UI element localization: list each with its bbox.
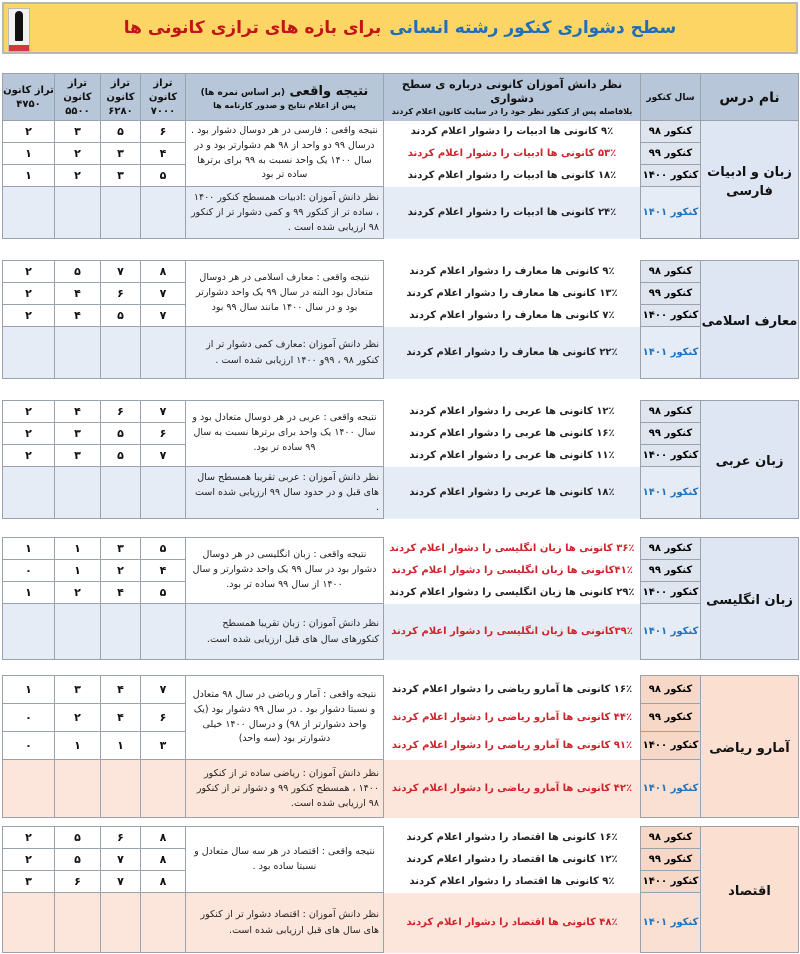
score-5500-99: ۲ — [55, 143, 101, 165]
result-title-sub: (بر اساس نمره ها) — [200, 87, 285, 98]
score-4750-99: ۲ — [3, 423, 55, 445]
col-opinion — [384, 74, 641, 122]
subject-name: اقتصاد — [728, 884, 771, 899]
subject-table-1 — [2, 260, 799, 379]
score-6280-99: ۶ — [101, 283, 141, 305]
score-6280-98: ۳ — [101, 538, 141, 560]
empty-score-cell — [3, 187, 55, 239]
score-4750-1400: ۲ — [3, 445, 55, 467]
opinion-title: نظر دانش آموزان کانونی درباره ی سطح دشواری — [401, 78, 623, 106]
empty-score-cell — [101, 760, 141, 818]
title-banner — [2, 2, 798, 54]
opinion-99: ۱۲٪ کانونی ها اقتصاد را دشوار اعلام کردند — [384, 849, 641, 871]
subject-name: زبان انگلیسی — [706, 593, 793, 608]
opinion-1400: ۱۱٪ کانونی ها عربی را دشوار اعلام کردند — [384, 445, 641, 467]
exam-year-99: کنکور ۹۹ — [641, 283, 701, 305]
score-6280-1400: ۱ — [101, 732, 141, 760]
exam-year-98: کنکور ۹۸ — [641, 538, 701, 560]
exam-year-1401: کنکور ۱۴۰۱ — [641, 760, 701, 818]
student-opinion-note: نظر دانش آموزان : ریاضی ساده تر از کنکور ۱۴۰۰ ، همسطح کنکور ۹۹ و دشوار تر از کنکور ۹۸ ارزیابی شده است. — [186, 760, 384, 818]
score-6280-1400: ۴ — [101, 582, 141, 604]
score-6280-99: ۵ — [101, 423, 141, 445]
col-score-6280: تراز کانون ۶۲۸۰ — [101, 74, 141, 122]
actual-result: نتیجه واقعی : آمار و ریاضی در سال ۹۸ متعادل و نسبتا دشوار بود . در سال ۹۹ دشوار بود (یک واحد دشوارتر از ۹۸) و درسال ۱۴۰۰ خیلی دشوارتر بود (سه واحد) — [186, 676, 384, 760]
actual-result: نتیجه واقعی : فارسی در هر دوسال دشوار بود . درسال ۹۹ دو واحد از ۹۸ هم دشوارتر بود و در سال ۱۴۰۰ یک واحد نسبت به ۹۹ برای برترها ساده تر بود — [186, 121, 384, 187]
score-6280-99: ۷ — [101, 849, 141, 871]
score-6280-98: ۶ — [101, 827, 141, 849]
student-opinion-note: نظر دانش آموزان :ادبیات همسطح کنکور ۱۴۰۰ ، ساده تر از کنکور ۹۹ و کمی دشوار تر از کنکور ۹۸ ارزیابی شده است . — [186, 187, 384, 239]
score-7000-1400: ۷ — [141, 305, 186, 327]
exam-year-99: کنکور ۹۹ — [641, 423, 701, 445]
exam-year-99: کنکور ۹۹ — [641, 143, 701, 165]
subject-name: معارف اسلامی — [701, 314, 798, 329]
score-5500-99: ۲ — [55, 704, 101, 732]
empty-score-cell — [3, 604, 55, 660]
score-6280-1400: ۳ — [101, 165, 141, 187]
score-4750-99: ۰ — [3, 560, 55, 582]
empty-score-cell — [55, 604, 101, 660]
opinion-1400: ۱۸٪ کانونی ها ادبیات را دشوار اعلام کردند — [384, 165, 641, 187]
score-4750-98: ۱ — [3, 676, 55, 704]
empty-score-cell — [101, 467, 141, 519]
score-7000-98: ۷ — [141, 676, 186, 704]
opinion-99: ۱۳٪ کانونی ها معارف را دشوار اعلام کردند — [384, 283, 641, 305]
score-4750-1400: ۰ — [3, 732, 55, 760]
score-7000-99: ۴ — [141, 560, 186, 582]
student-opinion-note: نظر دانش آموزان : زبان تقریبا همسطح کنکورهای سال های قبل ارزیابی شده است. — [186, 604, 384, 660]
score-6280-1400: ۷ — [101, 871, 141, 893]
empty-score-cell — [141, 604, 186, 660]
score-7000-1400: ۸ — [141, 871, 186, 893]
empty-score-cell — [141, 467, 186, 519]
exam-year-99: کنکور ۹۹ — [641, 560, 701, 582]
empty-score-cell — [101, 893, 141, 953]
col-score-4750: تراز کانون ۴۷۵۰ — [3, 74, 55, 122]
exam-year-1400: کنکور ۱۴۰۰ — [641, 582, 701, 604]
header-table — [2, 73, 799, 122]
opinion-98: ۱۲٪ کانونی ها عربی را دشوار اعلام کردند — [384, 401, 641, 423]
score-5500-1400: ۲ — [55, 582, 101, 604]
opinion-99: ۵۳٪ کانونی ها ادبیات را دشوار اعلام کردند — [384, 143, 641, 165]
result-subtitle: پس از اعلام نتایج و صدور کارنامه ها — [213, 100, 356, 110]
banner-title-part1: سطح دشواری کنکور رشته انسانی — [389, 18, 677, 38]
score-7000-99: ۶ — [141, 423, 186, 445]
empty-score-cell — [3, 760, 55, 818]
exam-year-98: کنکور ۹۸ — [641, 827, 701, 849]
exam-year-1400: کنکور ۱۴۰۰ — [641, 445, 701, 467]
opinion-1401: ۲۲٪ کانونی ها معارف را دشوار اعلام کردند — [384, 327, 641, 379]
opinion-99: ۴۱٪کانونی ها زبان انگلیسی را دشوار اعلام کردند — [384, 560, 641, 582]
score-5500-99: ۴ — [55, 283, 101, 305]
opinion-99: ۱۶٪ کانونی ها عربی را دشوار اعلام کردند — [384, 423, 641, 445]
score-7000-1400: ۳ — [141, 732, 186, 760]
score-4750-98: ۲ — [3, 827, 55, 849]
logo-tag — [9, 45, 29, 51]
exam-year-1400: کنکور ۱۴۰۰ — [641, 871, 701, 893]
col-score-7000: تراز کانون ۷۰۰۰ — [141, 74, 186, 122]
score-6280-1400: ۵ — [101, 445, 141, 467]
opinion-1401: ۳۹٪کانونی ها زبان انگلیسی را دشوار اعلام کردند — [384, 604, 641, 660]
score-4750-99: ۲ — [3, 849, 55, 871]
score-5500-98: ۳ — [55, 676, 101, 704]
opinion-98: ۱۶٪ کانونی ها اقتصاد را دشوار اعلام کردند — [384, 827, 641, 849]
score-6280-98: ۷ — [101, 261, 141, 283]
empty-score-cell — [3, 893, 55, 953]
score-7000-99: ۶ — [141, 704, 186, 732]
empty-score-cell — [101, 604, 141, 660]
col-exam-year: سال کنکور — [641, 74, 701, 122]
score-7000-98: ۶ — [141, 121, 186, 143]
empty-score-cell — [3, 327, 55, 379]
subject-table-2 — [2, 400, 799, 519]
empty-score-cell — [101, 187, 141, 239]
opinion-1400: ۷٪ کانونی ها معارف را دشوار اعلام کردند — [384, 305, 641, 327]
score-4750-98: ۲ — [3, 121, 55, 143]
student-opinion-note: نظر دانش آموزان : عربی تقریبا همسطح سال های قبل و در حدود سال ۹۹ ارزیابی شده است . — [186, 467, 384, 519]
empty-score-cell — [55, 893, 101, 953]
result-title: نتیجه واقعی — [289, 83, 369, 99]
score-7000-98: ۸ — [141, 827, 186, 849]
opinion-1400: ۹۱٪ کانونی ها آمارو ریاضی را دشوار اعلام کردند — [384, 732, 641, 760]
score-5500-99: ۵ — [55, 849, 101, 871]
empty-score-cell — [55, 467, 101, 519]
score-4750-1400: ۱ — [3, 582, 55, 604]
score-7000-98: ۷ — [141, 401, 186, 423]
exam-year-1401: کنکور ۱۴۰۱ — [641, 604, 701, 660]
score-4750-98: ۲ — [3, 261, 55, 283]
opinion-1401: ۴۸٪ کانونی ها اقتصاد را دشوار اعلام کردند — [384, 893, 641, 953]
score-6280-1400: ۵ — [101, 305, 141, 327]
score-7000-1400: ۷ — [141, 445, 186, 467]
score-5500-99: ۳ — [55, 423, 101, 445]
student-opinion-note: نظر دانش آموزان : اقتصاد دشوار تر از کنکور های سال های قبل ارزیابی شده است. — [186, 893, 384, 953]
actual-result: نتیجه واقعی : زبان انگلیسی در هر دوسال دشوار بود در سال ۹۹ یک واحد دشوارتر و سال ۱۴۰۰ از سال ۹۹ ساده تر بود. — [186, 538, 384, 604]
score-6280-99: ۴ — [101, 704, 141, 732]
col-subject: نام درس — [701, 74, 799, 122]
score-6280-98: ۵ — [101, 121, 141, 143]
score-5500-1400: ۳ — [55, 445, 101, 467]
exam-year-1400: کنکور ۱۴۰۰ — [641, 732, 701, 760]
graduate-figure-icon — [15, 11, 23, 41]
exam-year-1401: کنکور ۱۴۰۱ — [641, 327, 701, 379]
subject-table-0 — [2, 120, 799, 239]
kanoon-logo — [8, 8, 30, 52]
empty-score-cell — [101, 327, 141, 379]
score-7000-99: ۷ — [141, 283, 186, 305]
empty-score-cell — [55, 327, 101, 379]
score-4750-1400: ۳ — [3, 871, 55, 893]
score-6280-99: ۳ — [101, 143, 141, 165]
empty-score-cell — [141, 893, 186, 953]
empty-score-cell — [55, 760, 101, 818]
opinion-1401: ۱۸٪ کانونی ها عربی را دشوار اعلام کردند — [384, 467, 641, 519]
subject-name: زبان و ادبیات فارسی — [707, 164, 792, 199]
score-4750-99: ۰ — [3, 704, 55, 732]
opinion-98: ۱۶٪ کانونی ها آمارو ریاضی را دشوار اعلام کردند — [384, 676, 641, 704]
score-7000-99: ۸ — [141, 849, 186, 871]
empty-score-cell — [55, 187, 101, 239]
exam-year-98: کنکور ۹۸ — [641, 676, 701, 704]
subject-name: آمارو ریاضی — [709, 741, 790, 756]
banner-title-part2: برای بازه های ترازی کانونی ها — [123, 18, 382, 38]
opinion-subtitle: بلافاصله پس از کنکور نظر خود را در سایت کانون اعلام کردند — [391, 106, 633, 116]
score-5500-1400: ۴ — [55, 305, 101, 327]
empty-score-cell — [3, 467, 55, 519]
opinion-1400: ۲۹٪ کانونی ها زبان انگلیسی را دشوار اعلام کردند — [384, 582, 641, 604]
score-7000-98: ۵ — [141, 538, 186, 560]
score-5500-1400: ۲ — [55, 165, 101, 187]
subject-name: زبان عربی — [715, 454, 784, 469]
score-4750-99: ۲ — [3, 283, 55, 305]
empty-score-cell — [141, 187, 186, 239]
opinion-99: ۴۴٪ کانونی ها آمارو ریاضی را دشوار اعلام کردند — [384, 704, 641, 732]
score-7000-98: ۸ — [141, 261, 186, 283]
exam-year-98: کنکور ۹۸ — [641, 401, 701, 423]
score-5500-1400: ۱ — [55, 732, 101, 760]
opinion-1401: ۲۴٪ کانونی ها ادبیات را دشوار اعلام کردند — [384, 187, 641, 239]
score-5500-98: ۵ — [55, 827, 101, 849]
student-opinion-note: نظر دانش آموزان :معارف کمی دشوار تر از کنکور ۹۸ ، ۹۹و ۱۴۰۰ ارزیابی شده است . — [186, 327, 384, 379]
empty-score-cell — [141, 760, 186, 818]
score-6280-99: ۲ — [101, 560, 141, 582]
actual-result: نتیجه واقعی : اقتصاد در هر سه سال متعادل و نسبتا ساده بود . — [186, 827, 384, 893]
actual-result: نتیجه واقعی : معارف اسلامی در هر دوسال متعادل بود البته در سال ۹۹ یک واحد دشوارتر بود و در سال ۱۴۰۰ مانند سال ۹۹ بود — [186, 261, 384, 327]
subject-table-3 — [2, 537, 799, 660]
score-4750-1400: ۱ — [3, 165, 55, 187]
score-5500-99: ۱ — [55, 560, 101, 582]
exam-year-1400: کنکور ۱۴۰۰ — [641, 165, 701, 187]
score-4750-99: ۱ — [3, 143, 55, 165]
exam-year-1400: کنکور ۱۴۰۰ — [641, 305, 701, 327]
exam-year-1401: کنکور ۱۴۰۱ — [641, 187, 701, 239]
opinion-98: ۹٪ کانونی ها معارف را دشوار اعلام کردند — [384, 261, 641, 283]
score-7000-99: ۴ — [141, 143, 186, 165]
exam-year-98: کنکور ۹۸ — [641, 121, 701, 143]
score-5500-98: ۳ — [55, 121, 101, 143]
opinion-1400: ۹٪ کانونی ها اقتصاد را دشوار اعلام کردند — [384, 871, 641, 893]
score-5500-98: ۴ — [55, 401, 101, 423]
score-4750-1400: ۲ — [3, 305, 55, 327]
col-result — [186, 74, 384, 122]
actual-result: نتیجه واقعی : عربی در هر دوسال متعادل بود و سال ۱۴۰۰ یک واحد برای برترها نسبت به سال ۹۹ ساده تر بود. — [186, 401, 384, 467]
subject-table-5 — [2, 826, 799, 953]
exam-year-99: کنکور ۹۹ — [641, 849, 701, 871]
score-7000-1400: ۵ — [141, 165, 186, 187]
opinion-98: ۹٪ کانونی ها ادبیات را دشوار اعلام کردند — [384, 121, 641, 143]
exam-year-1401: کنکور ۱۴۰۱ — [641, 467, 701, 519]
score-4750-98: ۲ — [3, 401, 55, 423]
score-6280-98: ۴ — [101, 676, 141, 704]
score-4750-98: ۱ — [3, 538, 55, 560]
subject-table-4 — [2, 675, 799, 818]
empty-score-cell — [141, 327, 186, 379]
score-7000-1400: ۵ — [141, 582, 186, 604]
score-5500-98: ۵ — [55, 261, 101, 283]
score-5500-1400: ۶ — [55, 871, 101, 893]
exam-year-98: کنکور ۹۸ — [641, 261, 701, 283]
exam-year-99: کنکور ۹۹ — [641, 704, 701, 732]
score-5500-98: ۱ — [55, 538, 101, 560]
col-score-5500: تراز کانون ۵۵۰۰ — [55, 74, 101, 122]
opinion-1401: ۴۲٪ کانونی ها آمارو ریاضی را دشوار اعلام کردند — [384, 760, 641, 818]
exam-year-1401: کنکور ۱۴۰۱ — [641, 893, 701, 953]
opinion-98: ۳۶٪ کانونی ها زبان انگلیسی را دشوار اعلام کردند — [384, 538, 641, 560]
score-6280-98: ۶ — [101, 401, 141, 423]
